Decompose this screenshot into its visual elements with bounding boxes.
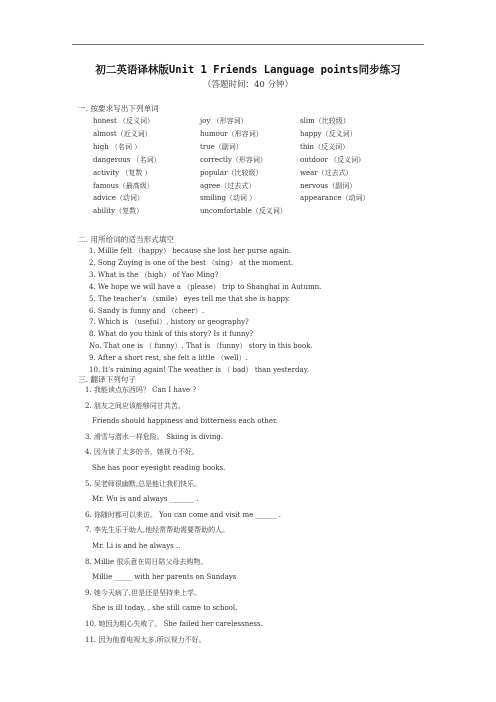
section1-heading: 一. 按要求写出下列单词: [78, 104, 159, 113]
exercise-line: 8. What do you think of this story? Is it funny?: [89, 330, 254, 339]
translation-prompt: 5. 吴老师很幽默,总是能让我们快乐。: [85, 479, 202, 488]
translation-answer-line: Millie _____ with her parents on Sundays: [92, 573, 237, 582]
word-item: dangerous （名词）: [93, 155, 161, 164]
page-title: 初二英语译林版Unit 1 Friends Language points同步练习: [95, 64, 401, 76]
word-item: honest （反义词）: [93, 117, 155, 125]
word-item: happy（反义词）: [300, 129, 357, 138]
translation-prompt: 10. 她因为粗心失败了。 She failed her carelessness.: [85, 620, 263, 628]
word-item: almost（近义词）: [93, 129, 152, 138]
word-item: correctly（形容词）: [200, 155, 267, 164]
translation-prompt: 1. 我能读点东西吗？ Can I have ?: [85, 386, 197, 394]
translation-answer-line: Mr. Li is and he always ..: [92, 542, 181, 550]
section2-heading: 二. 用所给词的适当形式填空: [78, 235, 174, 244]
translation-prompt: 8. Millie 很乐意在周日陪父母去购物。: [85, 557, 208, 566]
translation-prompt: 2. 朋友之间应该能够同甘共苦。: [85, 401, 185, 410]
word-item: uncomfortable（反义词）: [200, 207, 287, 216]
word-item: appearance（动词）: [300, 194, 370, 203]
translation-answer-line: Mr. Wu is and always _______ .: [92, 495, 199, 504]
word-item: joy （形容词）: [200, 117, 248, 125]
word-item: wear（过去式）: [300, 168, 353, 177]
exercise-line: 2. Song Zuying is one of the best （sing） at the moment.: [89, 258, 294, 267]
exercise-line: 10. It’s raining again! The weather is （ bad） than yesterday.: [89, 366, 309, 374]
word-item: advice（动词）: [93, 194, 144, 203]
translation-prompt: 3. 滑雪与潜水一样危险。 Skiing is diving.: [85, 432, 224, 441]
word-item: true（副词）: [200, 142, 243, 151]
section3-heading: 三. 翻译下列句子: [78, 375, 136, 384]
translation-prompt: 7. 李先生乐于助人,他经常帮助需要帮助的人。: [85, 526, 230, 535]
word-item: nervous（副词）: [300, 181, 357, 190]
word-item: humour（形容词）: [200, 129, 263, 138]
translation-answer-line: She has poor eyesight reading books.: [92, 464, 226, 472]
word-item: slim（比较级）: [300, 117, 350, 125]
translation-prompt: 11. 因为他看电视太多,所以视力不好。: [85, 635, 206, 644]
translation-answer-line: She is ill today. , she still came to school.: [92, 604, 238, 613]
word-item: thin（反义词）: [300, 142, 350, 151]
word-item: outdoor （反义词）: [300, 155, 366, 164]
exercise-line: No. That one is （ funny）. That is （funny） story in this book.: [89, 342, 313, 351]
word-item: ability（复数）: [93, 207, 144, 216]
exercise-line: 5. The teacher’s （smile） eyes tell me that she is happy.: [89, 294, 291, 303]
word-item: smiling（动词 ）: [200, 194, 257, 203]
translation-prompt: 6. 你随时都可以来访。 You can come and visit me ______ .: [85, 510, 281, 519]
translation-prompt: 9. 她今天病了,但是还是坚持来上学。: [85, 588, 202, 597]
word-item: activity （复数 ）: [93, 168, 152, 177]
exercise-line: 9. After a short rest, she felt a little （well）.: [89, 354, 248, 363]
exercise-line: 3. What is the （high） of Yao Ming?: [89, 270, 219, 279]
exercise-line: 6. Sandy is funny and （cheer）.: [89, 306, 205, 315]
word-item: agree（过去式）: [200, 181, 256, 190]
top-rule: [72, 44, 424, 45]
translation-answer-line: Friends should happiness and bitterness each other.: [92, 417, 278, 426]
word-item: famous（最高级）: [93, 181, 154, 190]
exercise-line: 7. Which is （useful）, history or geography?: [89, 318, 249, 327]
word-item: popular（比较级）: [200, 168, 263, 177]
exercise-line: 4. We hope we will have a （please） trip to Shanghai in Autumn.: [89, 282, 322, 291]
word-item: high （名词 ）: [93, 142, 142, 151]
translation-prompt: 4. 因为读了太多的书，她视力不好。: [85, 448, 199, 457]
page-subtitle: （答题时间：40 分钟）: [202, 80, 294, 90]
exercise-line: 1. Millie felt （happy） because she lost her purse again.: [89, 247, 292, 255]
